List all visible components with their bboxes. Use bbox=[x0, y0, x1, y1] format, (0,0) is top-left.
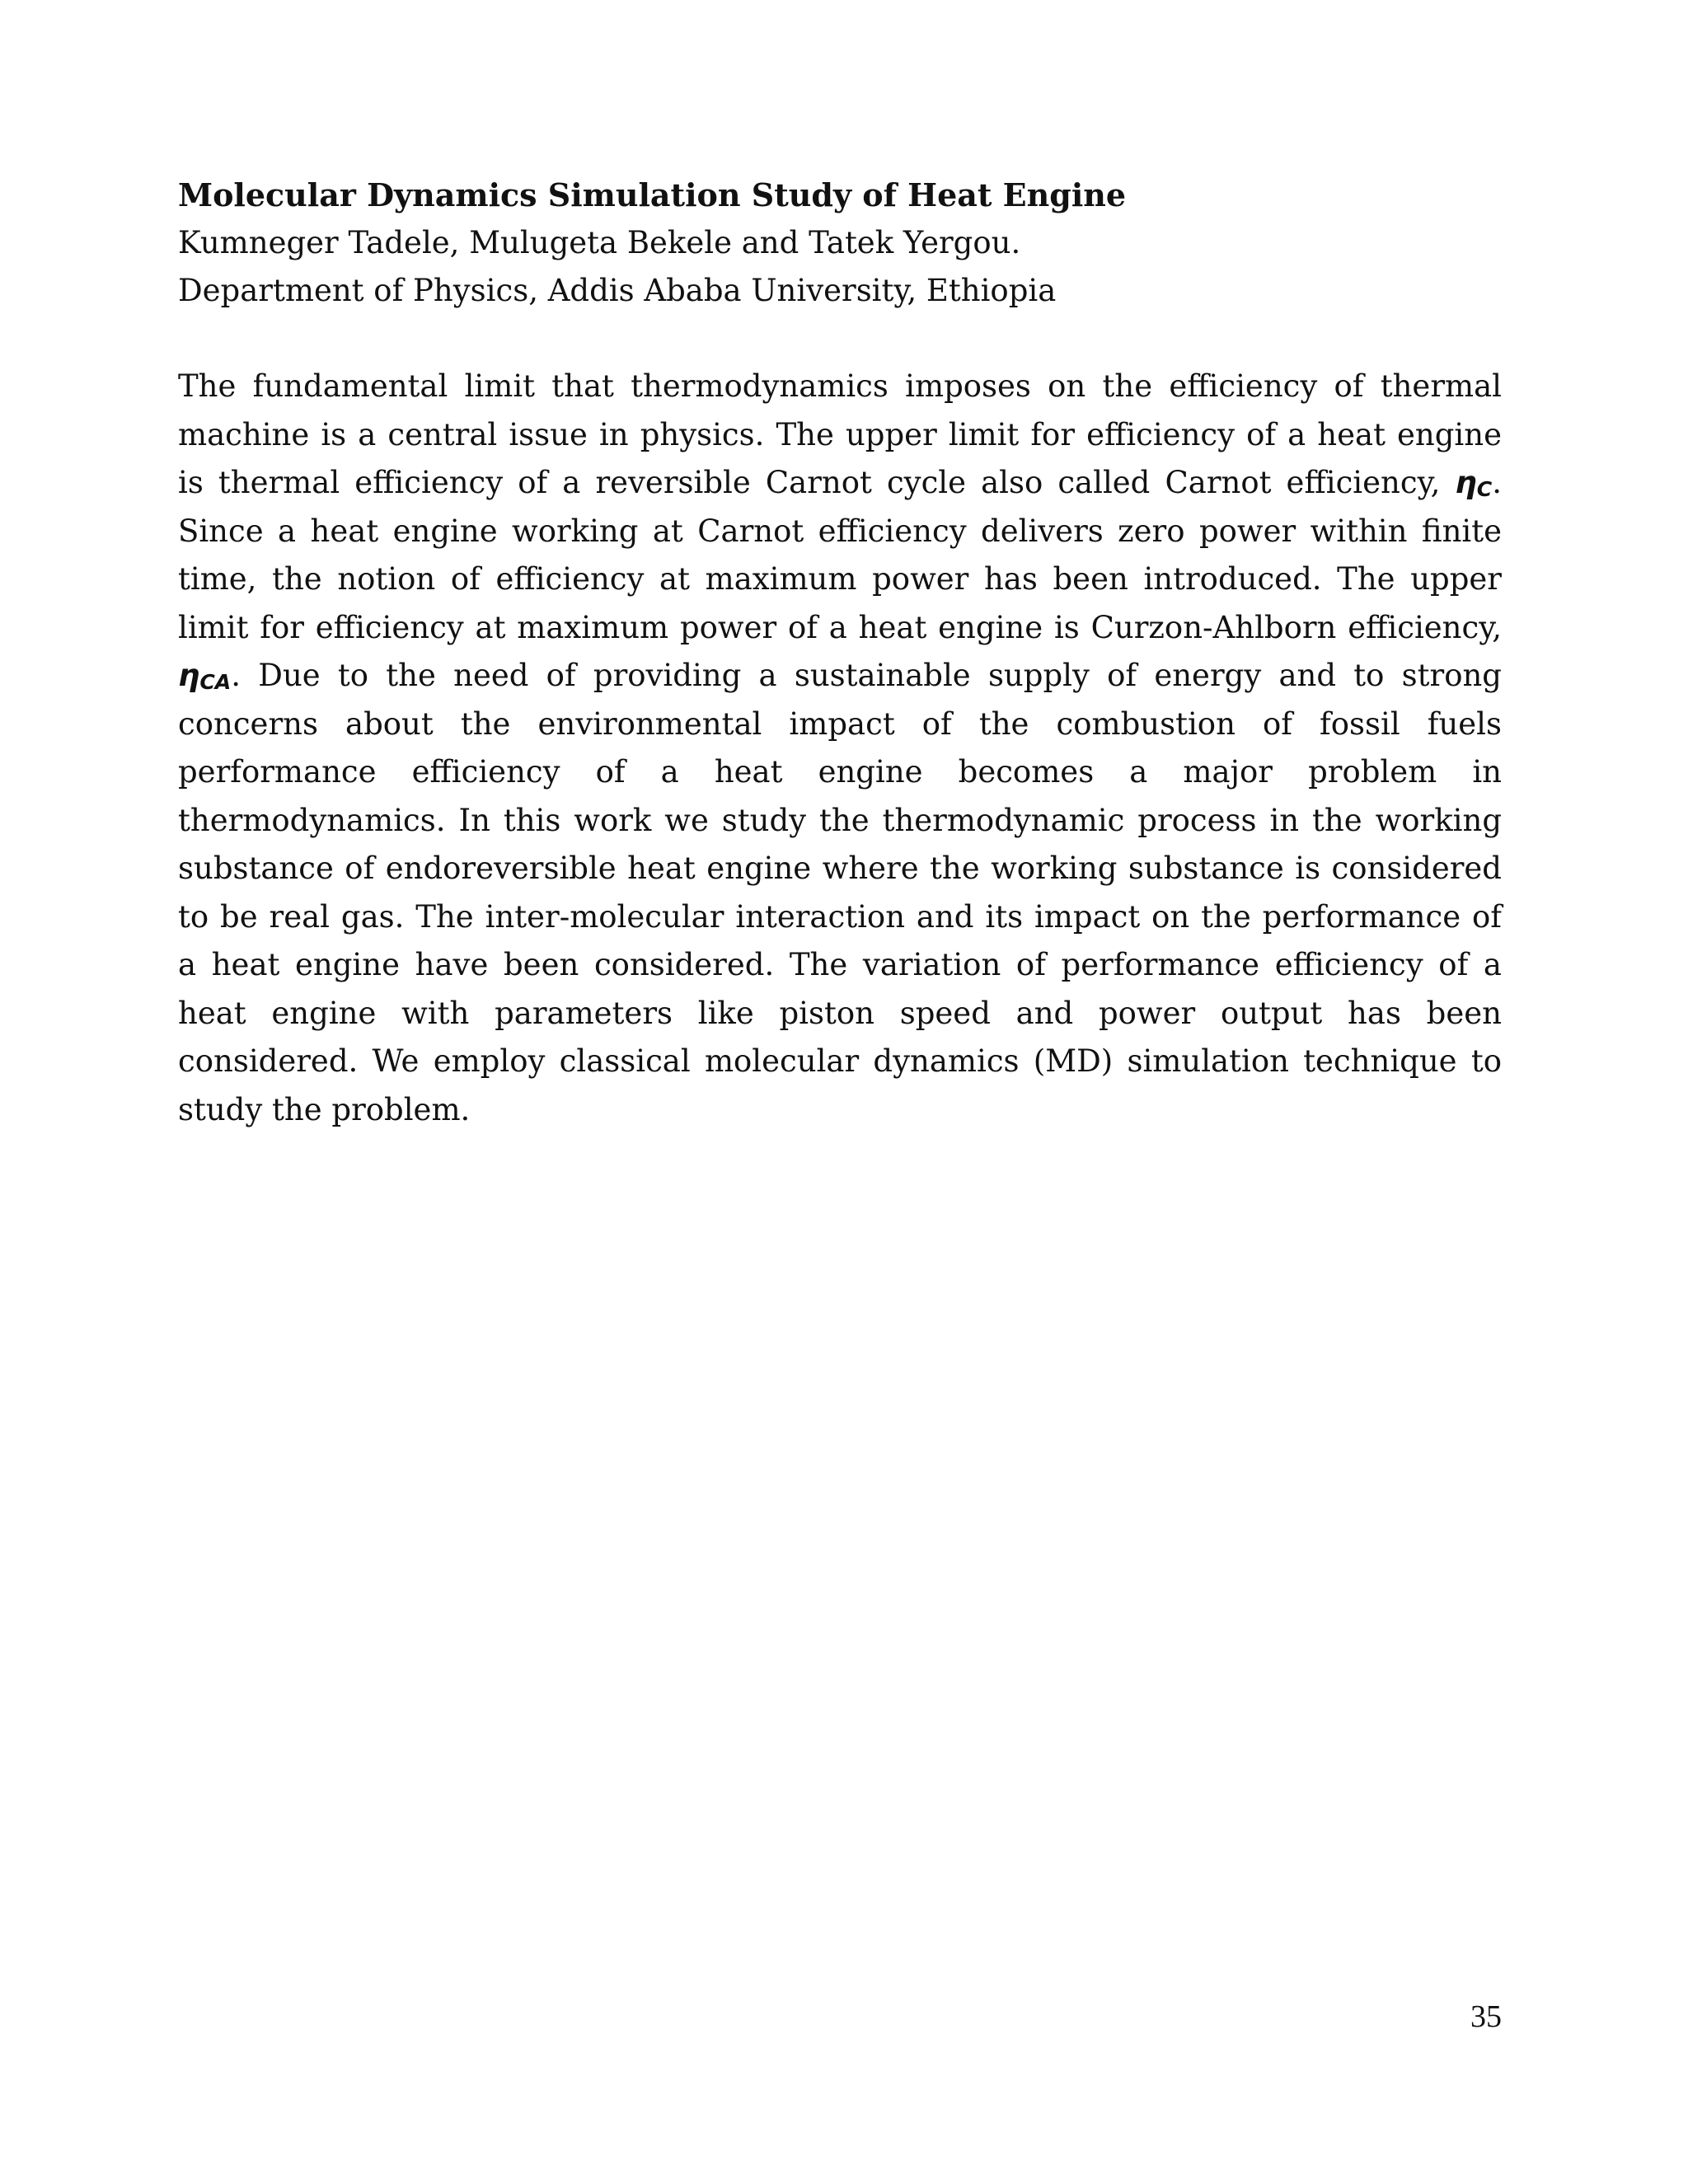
abstract-text-part-2: . Since a heat engine working at Carnot efficiency delivers zero power within finite time, the notion of efficiency at maximum power has been introduced. The upper limit for efficiency at maximum power of a heat engine is Curzon-Ahlborn efficiency, bbox=[178, 465, 1502, 645]
abstract-text-part-1: The fundamental limit that thermodynamics imposes on the efficiency of thermal machine is a central issue in physics. The upper limit for efficiency of a heat engine is thermal efficiency of a reversible Carnot cycle also called Carnot efficiency, bbox=[178, 368, 1502, 500]
eta-c-symbol: η bbox=[1455, 465, 1477, 500]
page-number: 35 bbox=[1470, 1999, 1502, 2034]
abstract-paragraph bbox=[178, 363, 1502, 1134]
eta-ca-subscript: CA bbox=[199, 669, 232, 694]
curzon-ahlborn-efficiency-symbol bbox=[178, 658, 231, 693]
carnot-efficiency-symbol bbox=[1455, 465, 1492, 500]
author-list: Kumneger Tadele, Mulugeta Bekele and Tatek Yergou. bbox=[178, 225, 1021, 260]
abstract-text-part-3: . Due to the need of providing a sustainable supply of energy and to strong concerns about the environmental impact of the combustion of fossil fuels performance efficiency of a heat engine becomes a major problem in thermodynamics. In this work we study the thermodynamic process in the working substance of endoreversible heat engine where the working substance is considered to be real gas. The inter-molecular interaction and its impact on the performance of a heat engine have been considered. The variation of performance efficiency of a heat engine with parameters like piston speed and power output has been considered. We employ classical molecular dynamics (MD) simulation technique to study the problem. bbox=[178, 658, 1502, 1127]
document-content bbox=[178, 171, 1502, 1134]
eta-c-subscript: C bbox=[1476, 476, 1493, 501]
affiliation: Department of Physics, Addis Ababa University, Ethiopia bbox=[178, 273, 1057, 308]
paper-title: Molecular Dynamics Simulation Study of Heat Engine bbox=[178, 176, 1127, 213]
eta-ca-symbol: η bbox=[178, 658, 200, 693]
